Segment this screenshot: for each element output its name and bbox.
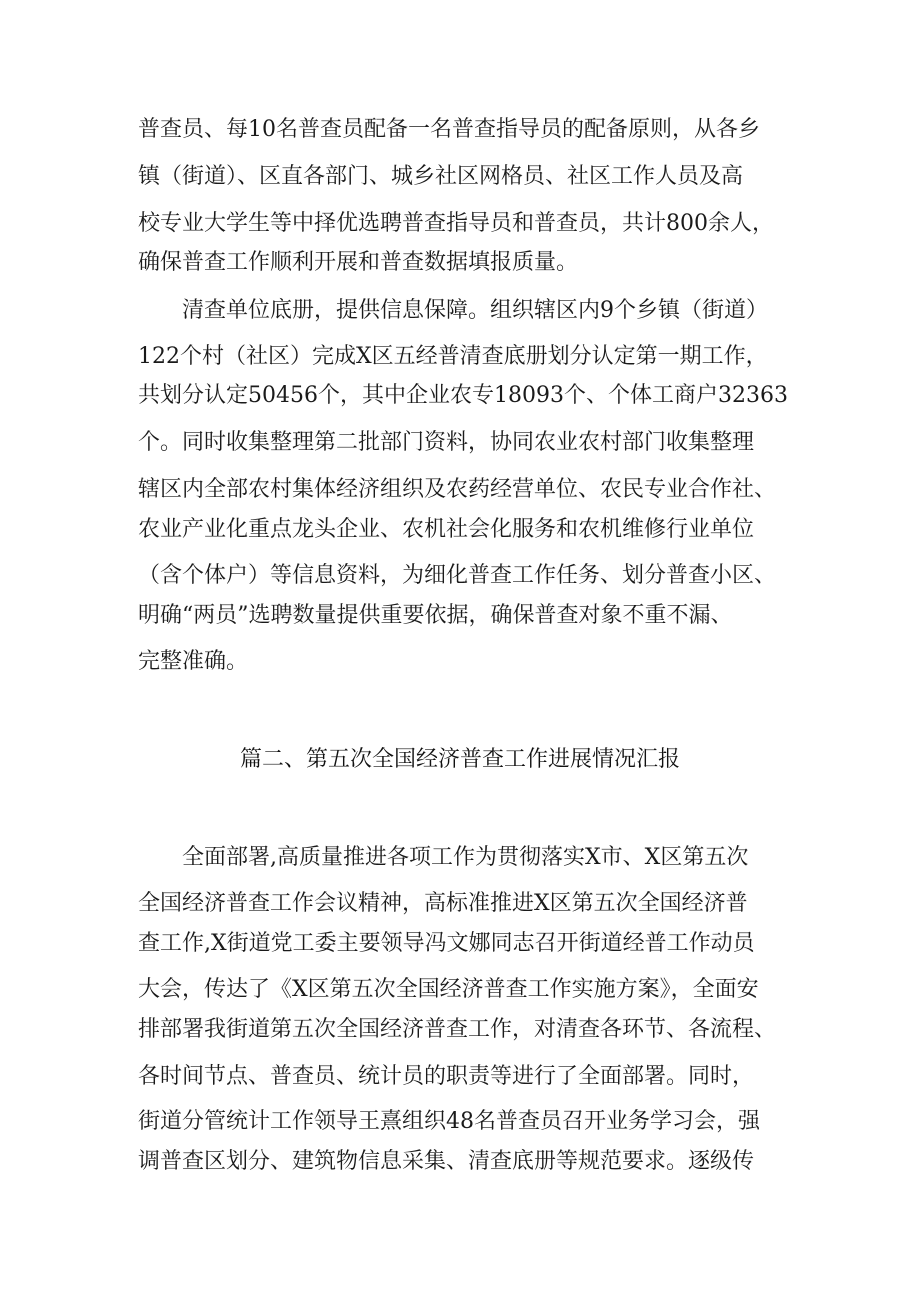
text-line: 大会，传达了《X区第五次全国经济普查工作实施方案》，全面安 xyxy=(138,977,759,1002)
text-line: 共划分认定50456个，其中企业农专18093个、个体工商户32363 xyxy=(138,383,788,408)
text-line: 全面部署,高质量推进各项工作为贯彻落实X市、X区第五次 xyxy=(182,845,749,870)
text-line: 个。同时收集整理第二批部门资料，协同农业农村部门收集整理 xyxy=(138,430,755,455)
text-line: 122个村（社区）完成X区五经普清查底册划分认定第一期工作， xyxy=(138,344,768,369)
text-line: （含个体户）等信息资料，为细化普查工作任务、划分普查小区、 xyxy=(138,563,777,588)
text-line: 明确“两员”选聘数量提供重要依据，确保普查对象不重不漏、 xyxy=(138,603,733,628)
text-line: 清查单位底册，提供信息保障。组织辖区内9个乡镇（街道） xyxy=(182,298,768,323)
text-line: 街道分管统计工作领导王熹组织48名普查员召开业务学习会，强 xyxy=(138,1109,760,1134)
text-line: 农业产业化重点龙头企业、农机社会化服务和农机维修行业单位 xyxy=(138,517,755,542)
text-line: 各时间节点、普查员、统计员的职责等进行了全面部署。同时， xyxy=(138,1064,755,1089)
text-line: 辖区内全部农村集体经济组织及农药经营单位、农民专业合作社、 xyxy=(138,477,777,502)
text-line: 排部署我街道第五次全国经济普查工作，对清查各环节、各流程、 xyxy=(138,1017,777,1042)
text-line: 完整准确。 xyxy=(138,649,249,674)
text-line: 镇（街道）、区直各部门、城乡社区网格员、社区工作人员及高 xyxy=(138,164,744,189)
text-line: 确保普查工作顺利开展和普查数据填报质量。 xyxy=(138,250,579,275)
text-line: 查工作,X街道党工委主要领导冯文娜同志召开街道经普工作动员 xyxy=(138,931,755,956)
text-line: 校专业大学生等中择优选聘普查指导员和普查员，共计800余人， xyxy=(138,211,774,236)
text-line: 普查员、每10名普查员配备一名普查指导员的配备原则，从各乡 xyxy=(138,117,760,142)
section-heading: 篇二、第五次全国经济普查工作进展情况汇报 xyxy=(239,747,680,772)
text-line: 全国经济普查工作会议精神，高标准推进X区第五次全国经济普 xyxy=(138,891,748,916)
text-line: 调普查区划分、建筑物信息采集、清查底册等规范要求。逐级传 xyxy=(138,1149,755,1174)
